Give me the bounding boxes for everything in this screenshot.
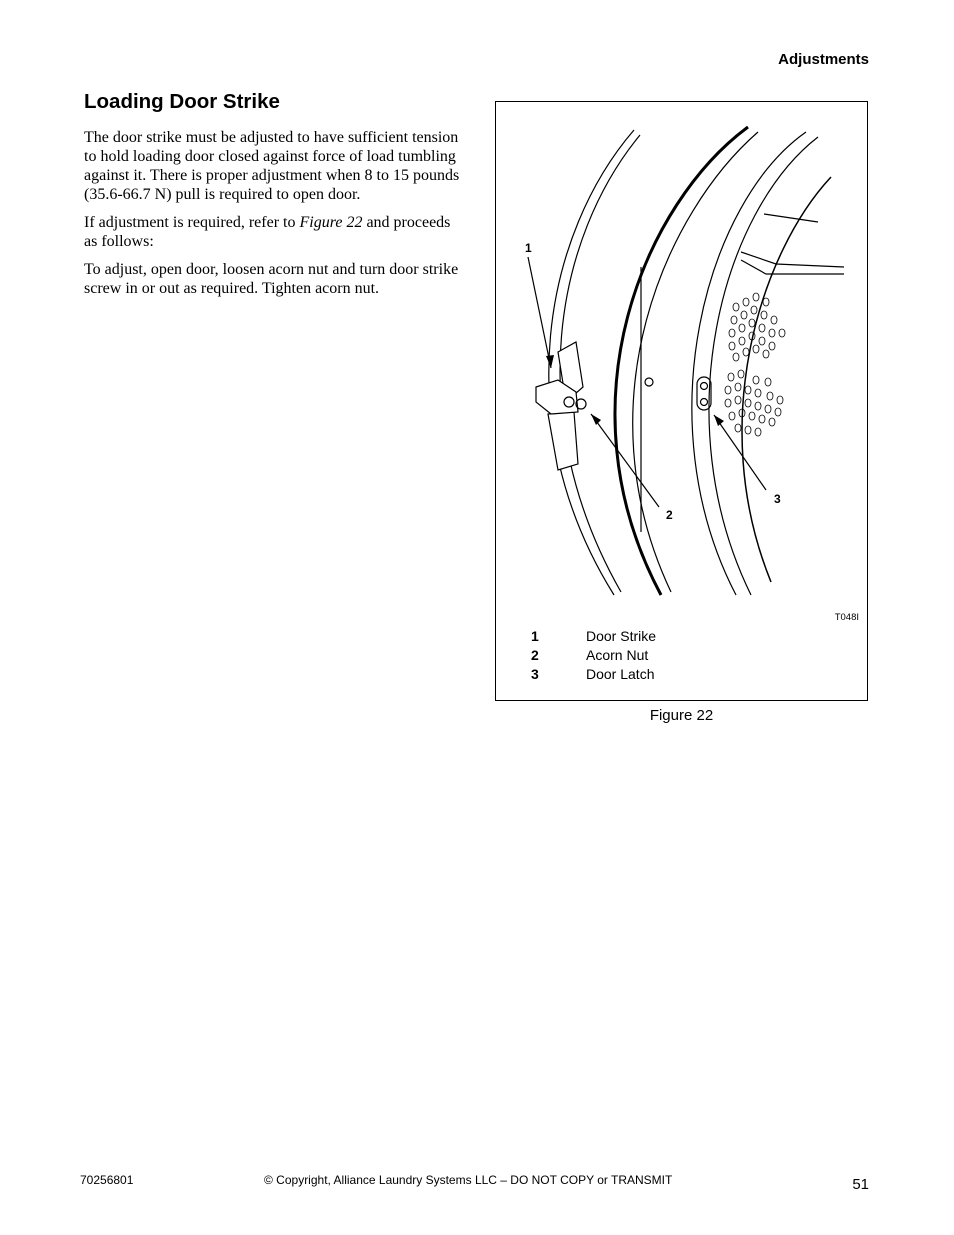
- cabinet-outer-arc: [692, 132, 806, 595]
- paragraph-requirement: The door strike must be adjusted to have sufficient tension to hold loading door closed against force of load tumbling against it. There is proper adjustment when 8 to 15 pounds (35.6-66.7 N) pull is required to open door.: [84, 129, 460, 203]
- figure-legend: [531, 628, 656, 685]
- callout-2: 2: [666, 508, 673, 522]
- legend-label: Door Latch: [586, 666, 655, 682]
- drum-perforations: [725, 293, 785, 436]
- legend-label: Door Strike: [586, 628, 657, 644]
- legend-item: [531, 647, 656, 666]
- figure-code: T048I: [834, 612, 859, 623]
- paragraph-reference-tail: and proceeds as follows:: [84, 214, 451, 250]
- legend-number: 2: [531, 647, 539, 663]
- footer-copyright: © Copyright, Alliance Laundry Systems LLC – DO NOT COPY or TRANSMIT: [264, 1173, 673, 1187]
- door-seal-arc: [615, 127, 748, 595]
- paragraph-procedure: To adjust, open door, loosen acorn nut and turn door strike screw in or out as required. Tighten acorn nut.: [84, 261, 459, 297]
- legend-item: [531, 666, 656, 685]
- legend-item: [531, 628, 656, 647]
- page-title: Loading Door Strike: [84, 90, 280, 113]
- section-header: Adjustments: [778, 51, 869, 68]
- paragraph-reference: [84, 213, 464, 251]
- callout-3: 3: [774, 492, 781, 506]
- figure-box: [495, 101, 868, 701]
- figure-caption: Figure 22: [649, 707, 714, 724]
- leader-line-1: [528, 257, 551, 368]
- door-screw: [645, 378, 653, 386]
- callout-1: 1: [525, 241, 532, 255]
- latch-screw-bottom: [701, 399, 708, 406]
- drum-opening-arc: [742, 177, 831, 582]
- body-text: [84, 128, 464, 307]
- legend-number: 3: [531, 666, 539, 682]
- footer-page-number: 51: [852, 1176, 869, 1193]
- legend-label: Acorn Nut: [586, 647, 649, 663]
- figure-reference-link[interactable]: Figure 22: [299, 214, 363, 231]
- door-strike-illustration: [496, 102, 869, 702]
- legend-number: 1: [531, 628, 539, 644]
- drum-baffle: [741, 252, 844, 274]
- strike-lower: [548, 412, 578, 470]
- door-seal-arc-inner: [633, 132, 758, 592]
- footer-doc-number: 70256801: [80, 1173, 134, 1187]
- leader-line-2: [591, 414, 659, 507]
- latch-screw-top: [701, 383, 708, 390]
- drum-rim-line: [764, 214, 818, 222]
- paragraph-reference-lead: If adjustment is required, refer to: [84, 214, 300, 231]
- leader-line-3: [714, 415, 766, 490]
- cabinet-inner-arc: [709, 137, 818, 595]
